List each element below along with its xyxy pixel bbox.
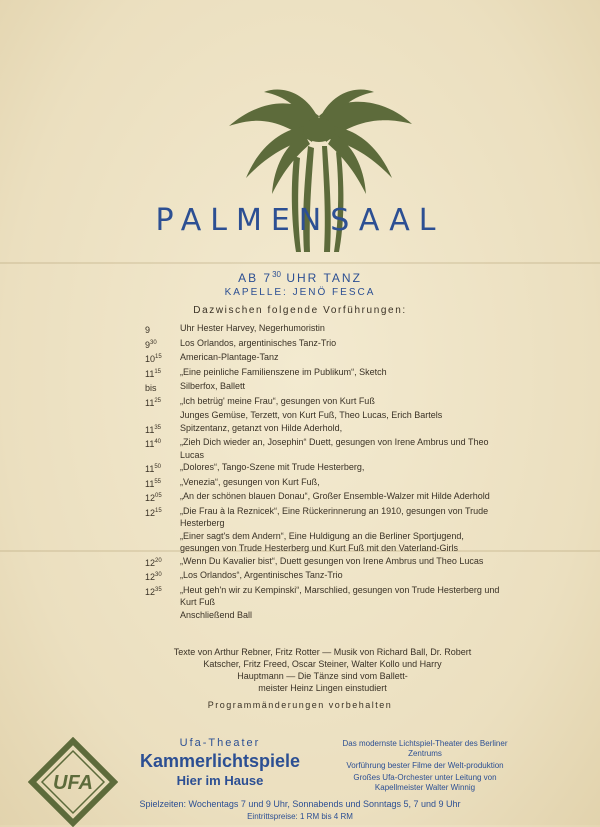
- program-time: $9^{30}$: [145, 339, 157, 350]
- program-time: $11^{50}$: [145, 464, 162, 474]
- program-time: $11^{55}$: [145, 478, 162, 489]
- program-time: $12^{05}$: [145, 493, 162, 503]
- program-time: $11^{15}$: [145, 368, 162, 379]
- credits-line: Katscher, Fritz Freed, Oscar Steiner, Walter Kollo und Harry: [203, 659, 442, 669]
- program-text: „Eine peinliche Familienszene im Publikum“, Sketch: [180, 366, 387, 377]
- program-time: $12^{20}$: [145, 557, 162, 568]
- band-name: KAPELLE: JENÖ FESCA: [224, 287, 376, 298]
- theater-place: Hier im Hause: [176, 773, 264, 788]
- theater-info-line: Großes Ufa-Orchester unter Leitung von Kapellmeister Walter Winnig: [353, 773, 497, 792]
- dance-minutes: 30: [272, 270, 282, 279]
- program-text: „Zieh Dich wieder an, Josephin“ Duett, gesungen von Irene Ambrus und Theo Lucas: [180, 437, 489, 460]
- program-row: [145, 490, 505, 505]
- theater-label: Ufa-Theater: [179, 737, 261, 749]
- program-text: „Dolores“, Tango-Szene mit Trude Hesterberg,: [180, 462, 365, 472]
- ufa-logo-text: UFA: [53, 772, 93, 794]
- program-list: [145, 322, 505, 621]
- theater-info-line: Das modernste Lichtspiel-Theater des Berliner Zentrums: [342, 739, 508, 758]
- program-time: $12^{15}$: [145, 507, 162, 518]
- theater-name: Kammerlichtspiele: [139, 751, 301, 771]
- program-row: [145, 609, 505, 622]
- program-row: [145, 555, 505, 570]
- program-time: $11^{40}$: [145, 439, 162, 449]
- page-title: PALMENSAAL: [155, 203, 445, 238]
- ticket-prices: Eintrittspreise: 1 RM bis 4 RM: [247, 812, 353, 821]
- program-row: [145, 476, 505, 491]
- program-row: [145, 380, 505, 395]
- program-row: [145, 366, 505, 381]
- program-text: „Heut geh'n wir zu Kempinski“, Marschlied, gesungen von Trude Hesterberg und Kurt Fuß: [180, 584, 500, 607]
- show-times: Spielzeiten: Wochentags 7 und 9 Uhr, Sonnabends und Sonntags 5, 7 und 9 Uhr: [139, 799, 461, 809]
- program-row: [145, 584, 505, 609]
- program-row: [145, 505, 505, 530]
- program-intro: Dazwischen folgende Vorführungen:: [193, 305, 407, 316]
- program-text: Silberfox, Ballett: [180, 381, 246, 391]
- theater-block: [110, 737, 330, 788]
- program-row: [145, 436, 505, 461]
- credits: [140, 646, 505, 694]
- credits-line: Hauptmann — Die Tänze sind vom Ballett-: [237, 671, 408, 681]
- theater-info: [340, 739, 510, 795]
- program-time: $10^{15}$: [145, 354, 162, 364]
- program-time: bis: [145, 383, 157, 393]
- program-text: „Die Frau à la Reznicek“, Eine Rückerinnerung an 1910, gesungen von Trude Hesterberg: [180, 505, 489, 528]
- program-row: [145, 395, 505, 410]
- program-text: „Venezia“, gesungen von Kurt Fuß,: [180, 476, 320, 487]
- program-text: „Los Orlandos“, Argentinisches Tanz-Trio: [180, 570, 343, 580]
- program-row: [145, 569, 505, 584]
- dance-suffix: UHR TANZ: [281, 271, 362, 285]
- program-row: [145, 422, 505, 437]
- program-time: $11^{25}$: [145, 397, 162, 408]
- credits-line: Texte von Arthur Rebner, Fritz Rotter — Musik von Richard Ball, Dr. Robert: [173, 647, 472, 657]
- program-time: 9: [145, 325, 151, 335]
- dance-time: [0, 270, 600, 285]
- program-text: „An der schönen blauen Donau“, Großer Ensemble-Walzer mit Hilde Aderhold: [180, 491, 490, 501]
- program-row: [145, 351, 505, 366]
- program-row: [145, 337, 505, 352]
- program-time: $12^{35}$: [145, 586, 162, 597]
- program-text: Junges Gemüse, Terzett, von Kurt Fuß, Theo Lucas, Erich Bartels: [180, 410, 443, 420]
- dance-prefix: AB 7: [238, 271, 273, 285]
- program-time: $12^{30}$: [145, 572, 162, 582]
- program-row: [145, 409, 505, 422]
- program-row: [145, 530, 505, 555]
- program-text: American-Plantage-Tanz: [180, 352, 279, 362]
- changes-note: Programmänderungen vorbehalten: [207, 700, 393, 710]
- program-text: Spitzentanz, getanzt von Hilde Aderhold,: [180, 422, 343, 433]
- program-time: $11^{35}$: [145, 424, 162, 435]
- paper-crease: [0, 262, 600, 264]
- program-text: Uhr Hester Harvey, Negerhumoristin: [180, 323, 325, 333]
- program-text: „Wenn Du Kavalier bist“, Duett gesungen von Irene Ambrus und Theo Lucas: [180, 555, 484, 566]
- program-text: Anschließend Ball: [180, 609, 253, 620]
- program-text: Los Orlandos, argentinisches Tanz-Trio: [180, 337, 337, 348]
- credits-line: meister Heinz Lingen einstudiert: [258, 683, 387, 693]
- theater-info-line: Vorführung bester Filme der Welt-produktion: [346, 761, 504, 770]
- program-text: „Einer sagt's dem Andern“, Eine Huldigung an die Berliner Sportjugend, gesungen von Trude Hesterberg und Kurt Fuß mit den Vaterland-Girls: [180, 530, 464, 553]
- program-row: [145, 461, 505, 476]
- program-text: „Ich betrüg' meine Frau“, gesungen von Kurt Fuß: [180, 395, 375, 406]
- program-row: [145, 322, 505, 337]
